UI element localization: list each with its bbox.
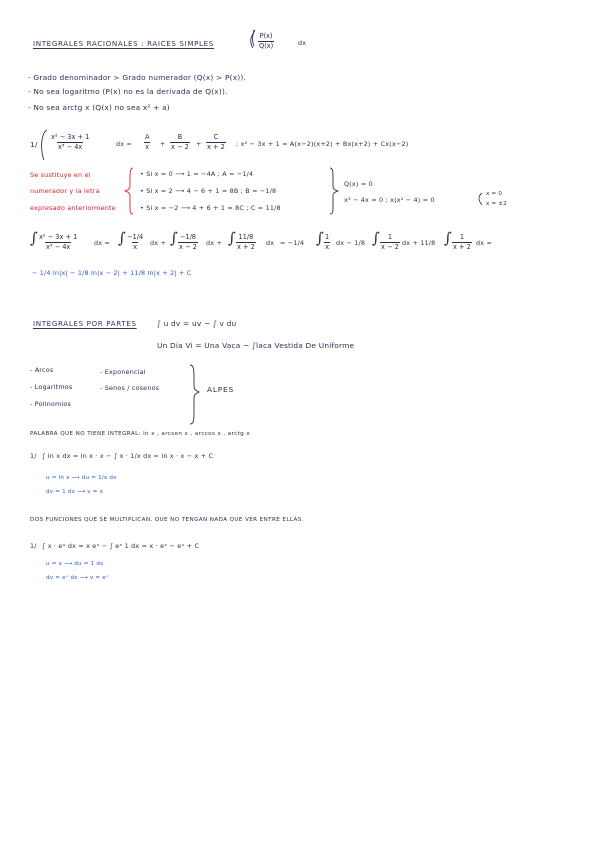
integral-mid-2: dx − 1/8 [336,239,366,247]
alpes-label: ALPES [207,385,234,394]
integral-symbol-1: ∫ [30,229,38,247]
integral-sign-ex1 [42,130,47,160]
dx-plus-2: dx + [206,239,223,247]
integral-lhs: $\frac{\text{x² − 3x + 1}}{\text{x³ − 4x}}$ [39,233,78,251]
dx-plus-1: dx + [150,239,167,247]
brace-substitution-right [330,168,338,214]
parts-mnemonic: Un Día Vi = Una Vaca − ∫laca Vestida De Uniforme [157,341,355,350]
parts-formula: ∫ u dv = uv − ∫ v du [157,319,237,328]
section-title-parts: INTEGRALES POR PARTES [33,319,137,328]
roots-equation: x³ − 4x = 0 ; x(x² − 4) = 0 [344,196,435,204]
integral-term-3: $\frac{11/8}{x + 2}$ [237,233,255,251]
note-two-functions: DOS FUNCIONES QUE SE MULTIPLICAN, QUE NO TENGAN NADA QUE VER ENTRE ELLAS. [30,517,304,523]
parts-example-1-u: u = ln x ⟶ du = 1/x dx [46,475,117,481]
title-fraction: $\frac{P(x)}{Q(x)}$ [259,32,274,50]
substitution-1: • Si x = 0 ⟶ 1 = −4A ; A = −1/4 [140,170,254,178]
parts-example-1-label: 1/ [30,452,37,460]
note-no-integral: PALABRA QUE NO TIENE INTEGRAL: ln x , arcsen x , arccos x , arctg x [30,431,251,437]
integral-mid-3: dx + 11/8 [402,239,436,247]
integral-symbol-6: ∫ [372,229,380,247]
note-red-line-1: Se sustituye en el [30,171,91,179]
integral-symbol-3: ∫ [170,229,178,247]
integral-term-2: $\frac{-1/8}{x - 2}$ [179,233,197,251]
integral-term-1: $\frac{-1/4}{x}$ [127,233,144,251]
root-value-2: x = ±2 [486,201,507,207]
example-1-integrand: $\frac{\text{x² − 3x + 1}}{\text{x³ − 4x}}$ [51,133,90,151]
integral-result: − 1/4 ln|x| − 1/8 ln|x − 2| + 11/8 ln|x + 2| + C [32,269,192,277]
parts-example-2-dv: dv = eˣ dx ⟶ v = eˣ [46,575,109,581]
rule-2: - No sea logaritmo (P(x) no es la derivada de Q(x)). [28,87,228,96]
plus-sign-2: + [196,140,202,148]
integral-symbol-7: ∫ [444,229,452,247]
integral-symbol-5: ∫ [316,229,324,247]
note-red-line-2: numerador y la letra [30,187,100,195]
partial-fraction-a: $\frac{A}{x}$ [145,133,150,151]
integral-k3: $\frac{1}{x + 2}$ [453,233,471,251]
parts-example-1: ∫ ln x dx = ln x · x − ∫ x · 1/x dx = ln x · x − x + C [42,452,214,460]
example-1-identity: ; x² − 3x + 1 = A(x−2)(x+2) + Bx(x+2) + Cx(x−2) [236,140,409,148]
example-1-label: 1/ [30,140,38,149]
root-value-1: x = 0 [486,191,503,197]
substitution-2: • Si x = 2 ⟶ 4 − 6 + 1 = 8B ; B = −1/8 [140,187,277,195]
rule-1: - Grado denominador > Grado numerador (Q(x) > P(x)). [28,73,247,82]
integral-eq: dx = [94,239,111,247]
alpes-arcos: - Arcos [30,366,54,374]
alpes-exponencial: - Exponencial [100,368,146,376]
dx-3: dx [266,239,275,247]
roots-q: Q(x) = 0 [344,180,373,188]
integral-mid: = −1/4 [280,239,305,247]
alpes-logaritmos: - Logaritmos [30,383,73,391]
integral-end: dx = [476,239,493,247]
partial-fraction-b: $\frac{B}{x - 2}$ [171,133,189,151]
parts-example-2-label: 1/ [30,542,37,550]
substitution-3: • Si x = −2 ⟶ 4 + 6 + 1 = 8C ; C = 11/8 [140,204,281,212]
example-1-dx: dx = [116,140,133,148]
integral-symbol-4: ∫ [228,229,236,247]
plus-sign-1: + [160,140,166,148]
integral-symbol-2: ∫ [118,229,126,247]
section-title-rational: INTEGRALES RACIONALES : RAICES SIMPLES [33,39,214,48]
alpes-polinomios: - Polinomios [30,400,72,408]
rule-3: - No sea arctg x (Q(x) no sea x² + a) [28,103,170,112]
title-dx: dx [298,39,307,47]
parts-example-1-dv: dv = 1 dx ⟶ v = x [46,489,104,495]
alpes-senos-cosenos: - Senos / cosenos [100,384,160,392]
brace-alpes [190,365,199,424]
parts-example-2: ∫ x · eˣ dx = x eˣ − ∫ eˣ 1 dx = x · eˣ − eˣ + C [42,542,200,550]
note-red-line-3: expresado anteriormente [30,204,116,212]
integral-k1: $\frac{1}{x}$ [325,233,330,251]
brace-substitution [125,168,133,214]
partial-fraction-c: $\frac{C}{x + 2}$ [207,133,225,151]
brace-roots [479,193,482,205]
integral-k2: $\frac{1}{x - 2}$ [381,233,399,251]
parts-example-2-u: u = x ⟶ du = 1 dx [46,561,104,567]
